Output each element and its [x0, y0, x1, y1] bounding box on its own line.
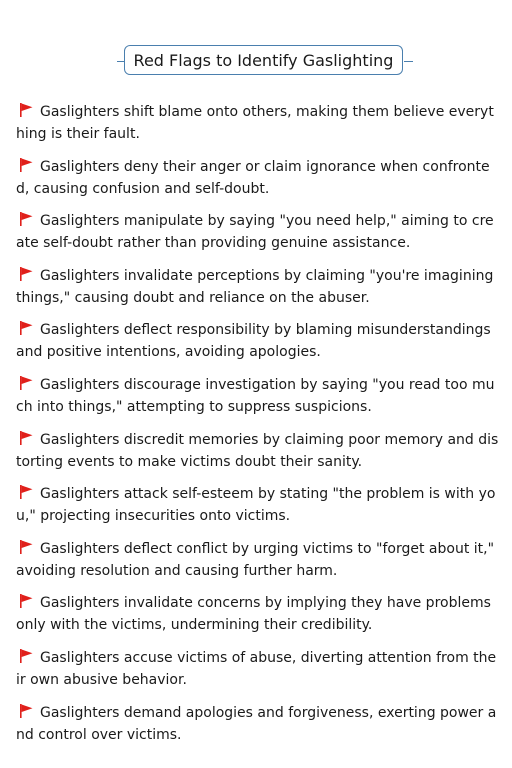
list-item-text: Gaslighters attack self-esteem by stating "the problem is with you," projecting insecurities onto victims.	[16, 486, 496, 525]
list-item	[16, 647, 500, 691]
list-item-text: Gaslighters accuse victims of abuse, diverting attention from their own abusive behavior.	[16, 649, 497, 688]
red-flag-icon	[19, 594, 33, 608]
red-flag-icon	[19, 321, 33, 335]
list-item	[16, 374, 500, 418]
list-item	[16, 538, 500, 582]
red-flag-icon	[19, 103, 33, 117]
red-flag-icon	[19, 649, 33, 663]
list-item	[16, 592, 500, 636]
list-item-text: Gaslighters shift blame onto others, making them believe everything is their fault.	[16, 104, 494, 142]
red-flag-icon	[19, 158, 33, 172]
list-item	[16, 265, 500, 309]
list-item-text: Gaslighters deny their anger or claim ignorance when confronted, causing confusion and self-doubt.	[16, 158, 490, 197]
list-item	[16, 210, 500, 254]
red-flag-icon	[19, 540, 33, 554]
list-item-text: Gaslighters discourage investigation by saying "you read too much into things," attempting to suppress suspicions.	[16, 376, 495, 415]
list-item-text: Gaslighters invalidate concerns by implying they have problems only with the victims, undermining their credibility.	[16, 595, 491, 634]
list-item-text: Gaslighters deflect responsibility by blaming misunderstandings and positive intentions, avoiding apologies.	[16, 322, 491, 361]
red-flag-icon	[19, 212, 33, 226]
list-item-text: Gaslighters invalidate perceptions by claiming "you're imagining things," causing doubt and reliance on the abuser.	[16, 267, 494, 306]
red-flag-icon	[19, 485, 33, 499]
list-item	[16, 483, 500, 527]
list-item	[16, 702, 500, 746]
red-flag-icon	[19, 376, 33, 390]
list-item-text: Gaslighters manipulate by saying "you need help," aiming to create self-doubt rather than providing genuine assistance.	[16, 213, 494, 252]
title-banner	[0, 45, 512, 77]
red-flag-list	[16, 101, 500, 756]
red-flag-icon	[19, 431, 33, 445]
title-connector-right	[404, 61, 413, 62]
list-item	[16, 429, 500, 473]
list-item	[16, 101, 500, 145]
page-title: Red Flags to Identify Gaslighting	[124, 45, 403, 75]
red-flag-icon	[19, 267, 33, 281]
list-item-text: Gaslighters deflect conflict by urging victims to "forget about it," avoiding resolution and causing further harm.	[16, 540, 495, 579]
red-flag-icon	[19, 704, 33, 718]
list-item	[16, 156, 500, 200]
list-item-text: Gaslighters demand apologies and forgiveness, exerting power and control over victims.	[16, 704, 497, 743]
list-item	[16, 319, 500, 363]
list-item-text: Gaslighters discredit memories by claiming poor memory and distorting events to make victims doubt their sanity.	[16, 431, 499, 470]
